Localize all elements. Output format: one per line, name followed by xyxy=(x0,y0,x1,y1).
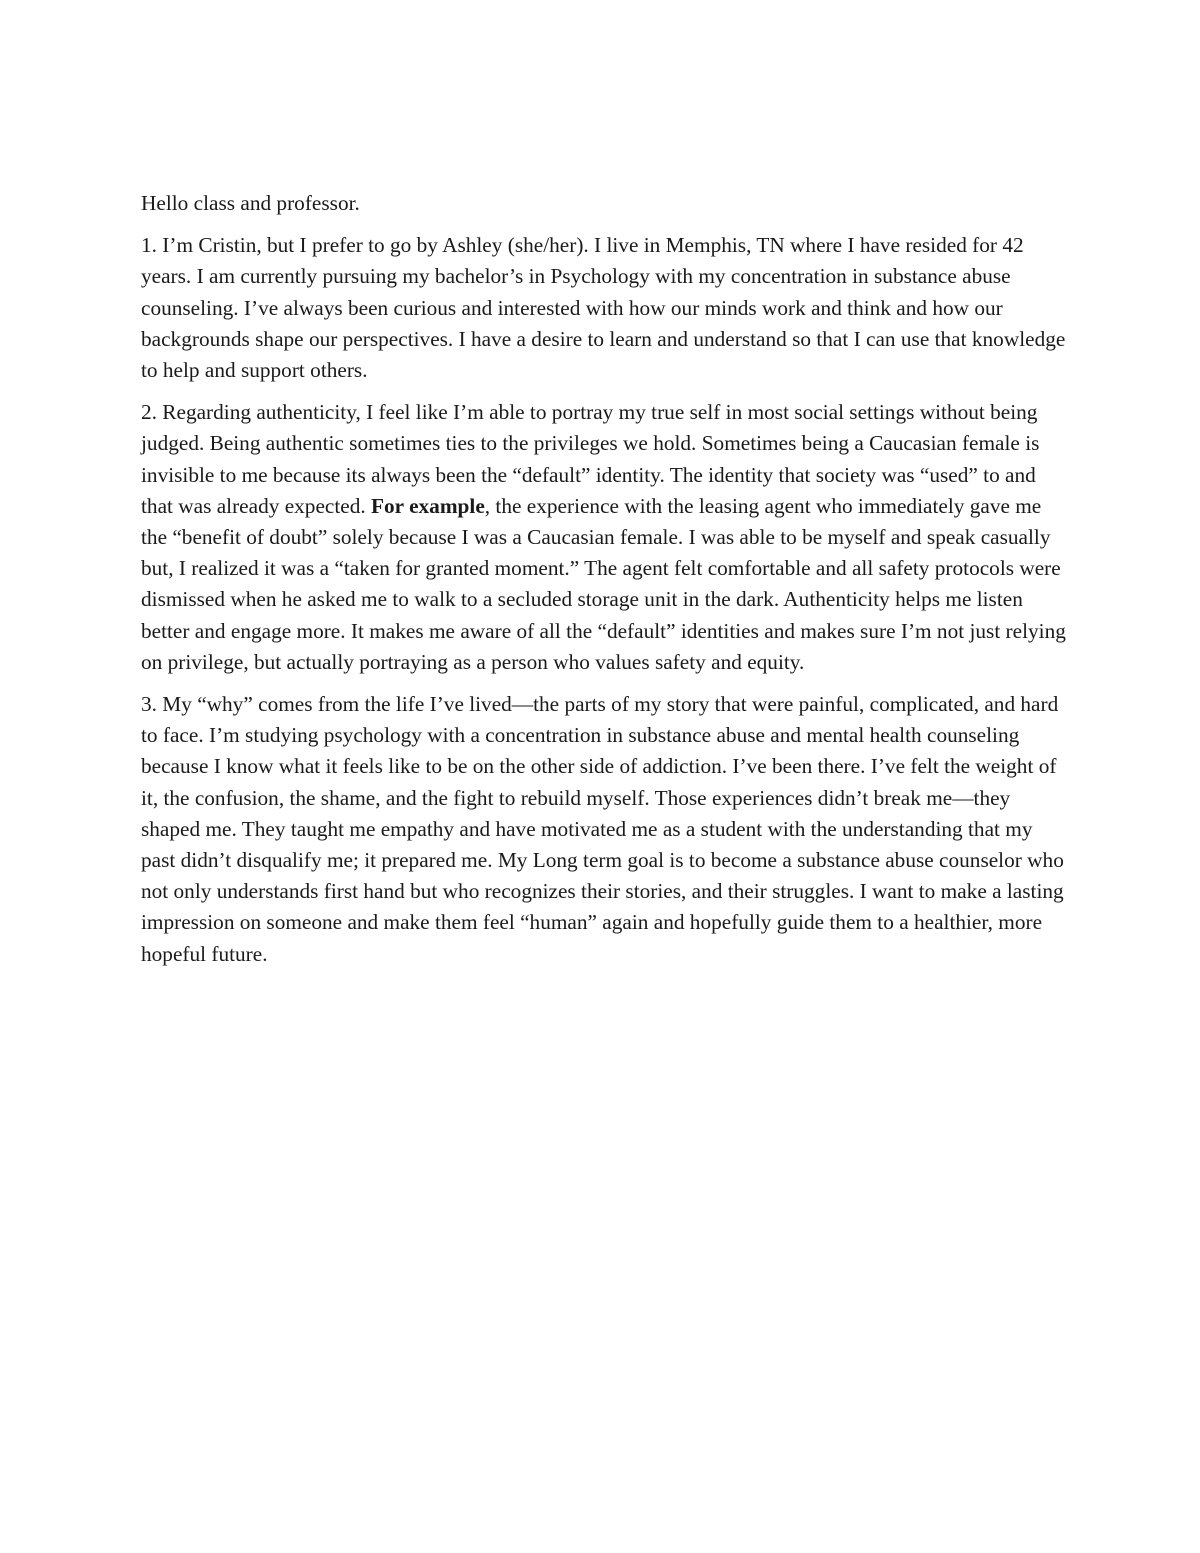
greeting-paragraph: Hello class and professor. xyxy=(141,191,360,215)
paragraph-2 xyxy=(141,397,1066,678)
paragraph-1: 1. I’m Cristin, but I prefer to go by Ashley (she/her). I live in Memphis, TN where I have resided for 42 years. I am currently pursuing my bachelor’s in Psychology with my concentration in substance abuse counseling. I’ve always been curious and interested with how our minds work and think and how our backgrounds shape our perspectives. I have a desire to learn and understand so that I can use that knowledge to help and support others. xyxy=(141,233,1066,383)
document-body xyxy=(141,188,1066,981)
paragraph-3: 3. My “why” comes from the life I’ve lived—the parts of my story that were painful, complicated, and hard to face. I’m studying psychology with a concentration in substance abuse and mental health counseling because I know what it feels like to be on the other side of addiction. I’ve been there. I’ve felt the weight of it, the confusion, the shame, and the fight to rebuild myself. Those experiences didn’t break me—they shaped me. They taught me empathy and have motivated me as a student with the understanding that my past didn’t disqualify me; it prepared me. My Long term goal is to become a substance abuse counselor who not only understands first hand but who recognizes their stories, and their struggles. I want to make a lasting impression on someone and make them feel “human” again and hopefully guide them to a healthier, more hopeful future. xyxy=(141,692,1064,966)
paragraph-2-text-after: , the experience with the leasing agent who immediately gave me the “benefit of doubt” solely because I was a Caucasian female. I was able to be myself and speak casually but, I realized it was a “taken for granted moment.” The agent felt comfortable and all safety protocols were dismissed when he asked me to walk to a secluded storage unit in the dark. Authenticity helps me listen better and engage more. It makes me aware of all the “default” identities and makes sure I’m not just relying on privilege, but actually portraying as a person who values safety and equity. xyxy=(141,493,1066,674)
paragraph-2-bold-phrase: For example xyxy=(371,493,485,518)
paragraph-2-text-before: 2. Regarding authenticity, I feel like I’m able to portray my true self in most social settings without being judged. Being authentic sometimes ties to the privileges we hold. Sometimes being a Caucasian female is invisible to me because its always been the “default” identity. The identity that society was “used” to and that was already expected. xyxy=(141,400,1040,518)
